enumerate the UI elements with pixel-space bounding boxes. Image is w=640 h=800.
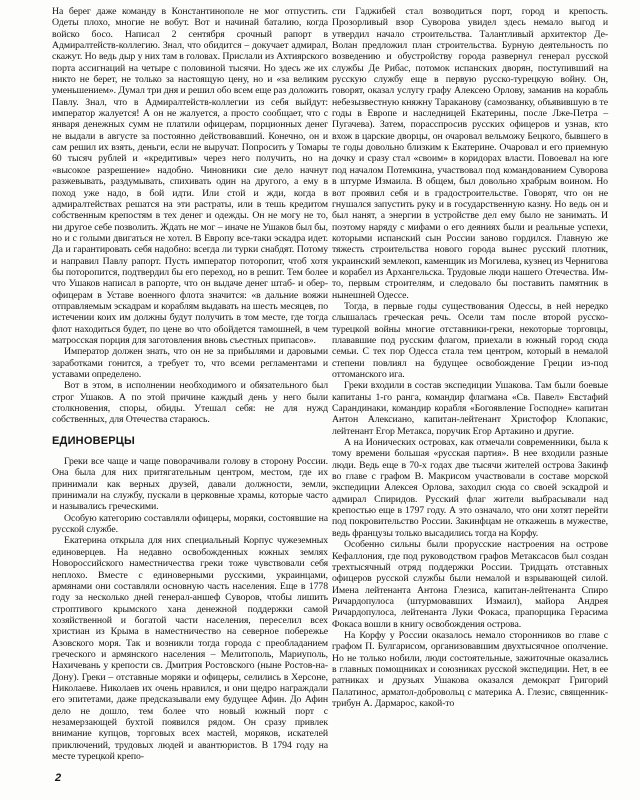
left-paragraph-6: Екатерина открыла для них специальный Корпус чужеземных единоверцев. На недавно освобожденных южных землях Новороссийского наместничества греки тоже чувствовали себя неплохо. Вместе с единоверными русскими, украинцами, армянами они составляли основную часть населения. Еще в 1778 году за несколько дней генерал-аншеф Суворов, чтобы лишить строптивого крымского хана денежной поддержки самой хозяйственной и богатой части населения, переселил всех христиан из Крыма в наместничество на северное побережье Азовского моря. Так и возникли тогда города с преобладанием греческого и армянского населения – Мелитополь, Мариуполь, Нахичевань у крепости св. Дмитрия Ростовского (ныне Ростов-на-Дону). Греки – отставные моряки и офицеры, селились в Херсоне, Николаеве. Николаев их очень нравился, и они щедро награждали его эпитетами, даже предсказывали ему будущее Афин. До Афин дело не дошло, тем более что новый южный порт с незамерзающей бухтой появился рядом. Он сразу привлек внимание купцов, торговых всех мастей, моряков, искателей приключений, трудовых людей и авантюристов. В 1794 году на месте турецкой крепо- [52,535,328,762]
left-column [52,6,328,762]
right-paragraph-5: Особенно сильны были прорусские настроения на острове Кефаллония, где под руководством графов Метаксасов был создан трехтысячный отряд поддержки России. Тридцать отставных офицеров русской службы были немалой и взрывающей силой. Имена лейтенанта Антона Глезиса, капитан-лейтенанта Спиро Ричардопулоса (штурмовавших Измаил), майора Андрея Ричардопулоса, лейтенанта Луки Фокаса, прапорщика Герасима Фокаса вошли в книгу освобождения острова. [332,539,608,630]
left-paragraph-4: Греки все чаще и чаще поворачивали голову в сторону России. Она была для них притягательным центром, местом, где их принимали как верных друзей, давали должности, земли, принимали на службу, пускали в церковные храмы, которые часто и назывались греческими. [52,456,328,513]
right-paragraph-6: На Корфу у России оказалось немало сторонников во главе с графом П. Булгарисом, организовавшим двухтысячное ополчение. Но не только нобили, люди состоятельные, зажиточные оказались в главных помощниках и союзниках русской экспедиции. Нет, в ее ратниках и друзьях Ушакова оказался демократ Григорий Палатинос, арматол-добровольц с материка А. Глезис, священник-трибун А. Дармарос, какой-то [332,629,608,709]
left-paragraph-3: Вот в этом, в исполнении необходимого и обязательного был строг Ушаков. А по этой причине каждый день у него были столкновения, споры, обиды. Утешал себя: не для нужд собственных, для Отечества стараюсь. [52,380,328,426]
right-paragraph-3: Греки входили в состав экспедиции Ушакова. Там были боевые капитаны 1-го ранга, командир флагмана «Св. Павел» Евстафий Сарандинаки, командир корабля «Богоявление Господне» капитан Антон Алексиано, капитан-лейтенант Христофор Клопакис, лейтенант Егор Метакса, поручик Егор Артакино и другие. [332,380,608,437]
left-paragraph-2: Император должен знать, что он не за прибылями и даровыми заработками гонится, а требует то, что всеми регламентами и уставами определено. [52,346,328,380]
right-paragraph-1: сти Гаджибей стал возводиться порт, город и крепость. Прозорливый взор Суворова увидел здесь немало выгод и утвердил начало строительства. Талантливый архитектор Де-Волан предложил план строительства. Бурную деятельность по возведению и обустройству города развернул генерал русской службы Де Рибас, потомок испанских дворян, поступивший на русскую службу еще в первую русско-турецкую войну. Он, говорят, оказал услугу графу Алексею Орлову, заманив на корабль небезызвестную княжну Тараканову (самозванку, объявившую в те годы в Европе и наследницей Екатерины, после Лже-Петра – Пугачева). Затем, порасспросив русских офицеров и узнав, кто вхож в царские дворцы, он очаровал вельможу Бецкого, бывшего в те годы довольно близким к Екатерине. Очаровал и его приемную дочку и сразу стал «своим» в коридорах власти. Повоевал на юге под началом Потемкина, участвовал под командованием Суворова в штурме Измаила. В общем, был довольно храбрым воином. Но вот проявил себя и в градостроительстве. Говорят, что он не гнушался запустить руку и в государственную казну. Но ведь он и был нанят, а энергии в устройстве дел ему было не занимать. И поэтому наряду с мифами о его деяниях были и реальные успехи, которыми испанский сын России заново гордился. Главную же тяжесть строительства нового города вынес русский плотник, украинский землекоп, каменщик из Могилева, кузнец из Чернигова и корабел из Архангельска. Трудовые люди нашего Отечества. Им-то, первым строителям, и следовало бы поставить памятник в нынешней Одессе. [332,6,608,301]
section-heading: ЕДИНОВЕРЦЫ [52,434,136,447]
right-paragraph-2: Тогда, в первые годы существования Одессы, в ней нередко слышалась греческая речь. Осели там после второй русско-турецкой войны многие отставники-греки, некоторые торговцы, плававшие под русским флагом, приехали в южный город сюда семьи. С тех пор Одесса стала тем центром, который в немалой степени повлиял на будущее освобождение Греции из-под оттоманского ига. [332,300,608,380]
left-paragraph-5: Особую категорию составляли офицеры, моряки, состоявшие на русской службе. [52,512,328,536]
page-number: 2 [55,772,62,784]
right-paragraph-4: А на Ионических островах, как отмечали современники, была к тому времени большая «русская партия». В нее входили разные люди. Ведь еще в 70-х годах две тысячи жителей острова Закинф во главе с графом В. Макрисом участвовали в составе морской экспедиции Алексея Орлова, заходил сюда со своей эскадрой и адмирал Спиридов. Русский флаг жители выбрасывали над крепостью еще в 1797 году. А это означало, что они хотят перейти под покровительство России. Закинфцам не откажешь в мужестве, ведь французы только высадились тогда на Корфу. [332,437,608,539]
left-paragraph-1: На берег даже команду в Константинополе не мог отпустить. Одеты плохо, многие не вобут. Вот и начинай баталию, когда войско босо. Написал 2 сентября срочный рапорт в Адмиралтейств-коллегию. Знал, что обидится – докучает адмирал, скажут. Но ведь дыр у них там в головах. Прислали из Ахтиярского порта ассигнаций на четыре с половиной тысячи. Но здесь же их никто не берет, не только за настоящую цену, но и «за великим уменьшением». Думал три дня и решил обо всем еще раз доложить Павлу. Знал, что в Адмиралтейств-коллегии из себя выйдут: император жалуется! А он не жалуется, а просто сообщает, что с января денежных сумм не платили офицерам, порционных денег не выдали в августе за постоянно действовавший. Конечно, он и сам решил их взять, деньги, если не выручат. Попросить у Томары 60 тысяч рублей и «кредитивы» через него получить, но на «высокое разрешение» надобно. Чиновники сие дело начнут разжевывать, раздумывать, спихивать один на другого, а ему в поход уже надо, в бой идти. Или стой и жди, когда в адмиралтействах решатся на эти растраты, или в тешь кредитом собственным крепостям в тех денег и одежды. Он не могу не то, ни другое себе позволить. Ждать не мог – иначе не Ушаков был бы, но и с голыми двигаться не хотел. В Европу все-таки эскадра идет. Да и гарантировать себя надобно: всегда ли турки снабдят. Потому и направил Павлу рапорт. Пусть император поторопит, чтоб хотя бы поторопится, подтвердил бы его переход, но в решит. Тем более что Ушаков написал в рапорте, что он выдаче денег штаб- и обер-офицерам в Уставе военного флота значится: «в дальние вояжи отправляемым эскадрам и кораблям выдавать на шесть месяцев, по истечении коих им должны будут получить в том месте, где тогда флот находиться будет, по цене во что обойдется тамошней, в чем матросская порция для заготовления вновь съестных припасов». [52,6,328,346]
right-column [332,6,608,709]
